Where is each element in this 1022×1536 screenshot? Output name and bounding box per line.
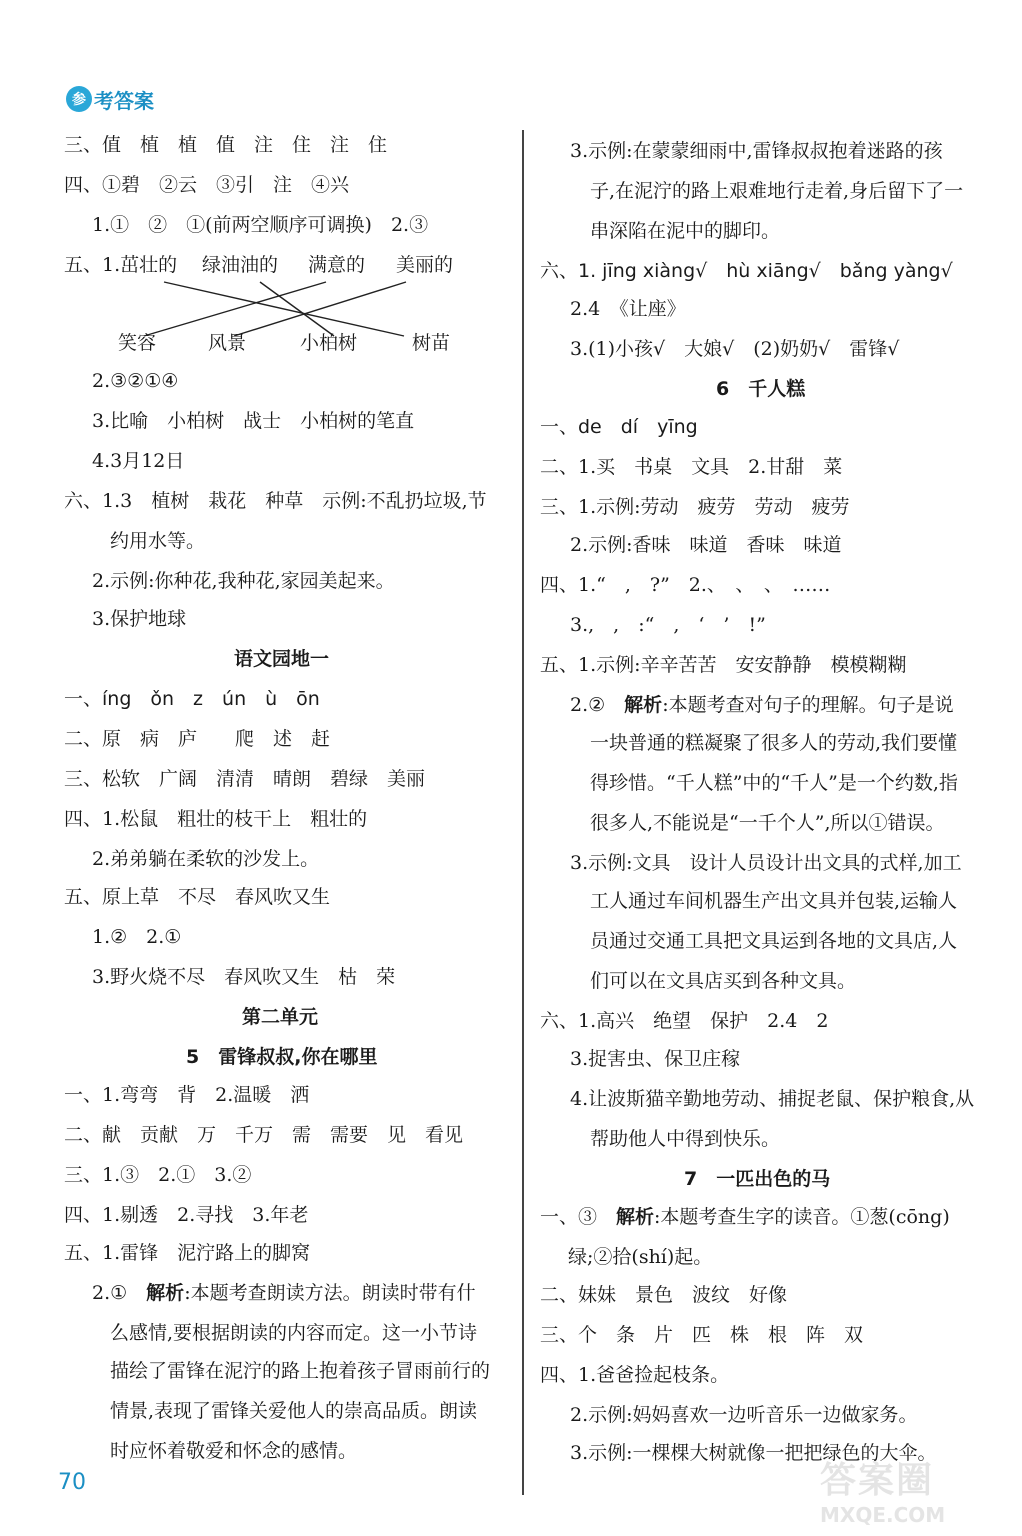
answer-line: 一块普通的糕凝聚了很多人的劳动,我们要懂 [590, 732, 958, 754]
answer-line: 四、1.剔透 2.寻找 3.年老 [64, 1204, 309, 1226]
watermark-url: MXQE.COM [820, 1503, 946, 1527]
answer-line: 一、de dí yīng [540, 416, 698, 438]
answer-line: 3.(1)小孩√ 大娘√ (2)奶奶√ 雷锋√ [570, 338, 900, 360]
page-number: 70 [58, 1470, 86, 1495]
section-title: 6 千人糕 [716, 378, 806, 400]
match-word: 五、1.茁壮的 [64, 254, 178, 276]
answer-line: 二、1.买 书桌 文具 2.甘甜 菜 [540, 456, 843, 478]
answer-line: 四、1.爸爸捡起枝条。 [540, 1364, 730, 1386]
answer-line [92, 1278, 476, 1308]
answer-line: 二、献 贡献 万 千万 需 需要 见 看见 [64, 1124, 464, 1146]
answer-number: 2.① [92, 1282, 147, 1304]
answer-line: 约用水等。 [110, 530, 206, 552]
match-word: 风景 [208, 332, 247, 354]
answer-line: 六、1.高兴 绝望 保护 2.4 2 [540, 1010, 829, 1032]
section-title: 第二单元 [242, 1006, 319, 1028]
match-word: 绿油油的 [202, 254, 279, 276]
answer-line [540, 1202, 950, 1232]
answer-line: 一、1.弯弯 背 2.温暖 洒 [64, 1084, 310, 1106]
answer-line: 3.野火烧不尽 春风吹又生 枯 荣 [92, 966, 396, 988]
answer-line [570, 690, 954, 720]
answer-line: 2.示例:香味 味道 香味 味道 [570, 534, 842, 556]
analysis-label: 解析 [146, 1282, 185, 1304]
answer-line: 二、妹妹 景色 波纹 好像 [540, 1284, 788, 1306]
section-title: 语文园地一 [234, 648, 330, 670]
answer-line: 二、原 病 庐 爬 述 赶 [64, 728, 331, 750]
answer-line: 3.示例:一棵棵大树就像一把把绿色的大伞。 [570, 1442, 937, 1464]
site-watermark [820, 1452, 1000, 1532]
answer-line: 绿;②拾(shí)起。 [568, 1246, 713, 1268]
analysis-text: :本题考查对句子的理解。句子是说 [662, 694, 954, 716]
answer-line: 么感情,要根据朗读的内容而定。这一小节诗 [110, 1322, 478, 1344]
answer-line: 1.① ② ①(前两空顺序可调换) 2.③ [92, 214, 429, 236]
header-title: 考答案 [94, 88, 154, 113]
answer-line: 2.示例:你种花,我种花,家园美起来。 [92, 570, 395, 592]
answer-line: 情景,表现了雷锋关爱他人的崇高品质。朗读 [110, 1400, 478, 1422]
matching-top-row [64, 250, 504, 280]
match-word: 笑容 [118, 332, 157, 354]
analysis-text: :本题考查生字的读音。①葱(cōng) [654, 1206, 950, 1228]
section-title: 7 一匹出色的马 [684, 1168, 831, 1190]
answer-line: 四、1.松鼠 粗壮的枝干上 粗壮的 [64, 808, 368, 830]
answer-line: 很多人,不能说是“一千个人”,所以①错误。 [590, 812, 945, 834]
match-word: 满意的 [308, 254, 366, 276]
answer-line: 串深陷在泥中的脚印。 [590, 220, 781, 242]
answer-line: 工人通过车间机器生产出文具并包装,运输人 [590, 890, 958, 912]
analysis-label: 解析 [616, 1206, 655, 1228]
answer-number: 一、③ [540, 1206, 617, 1228]
answer-line: 们可以在文具店买到各种文具。 [590, 970, 857, 992]
answer-line: 一、íng ǒn z ún ù ōn [64, 688, 320, 710]
answer-line: 三、1.示例:劳动 疲劳 劳动 疲劳 [540, 496, 850, 518]
answer-number: 2.② [570, 694, 625, 716]
answer-line: 描绘了雷锋在泥泞的路上抱着孩子冒雨前行的 [110, 1360, 491, 1382]
answer-line: 五、1.雷锋 泥泞路上的脚窝 [64, 1242, 311, 1264]
answer-line: 4.3月12日 [92, 450, 185, 472]
answer-line: 3.捉害虫、保卫庄稼 [570, 1048, 741, 1070]
answer-line: 3.比喻 小柏树 战士 小柏树的笔直 [92, 410, 415, 432]
answer-line: 时应怀着敬爱和怀念的感情。 [110, 1440, 358, 1462]
section-title: 5 雷锋叔叔,你在哪里 [186, 1046, 378, 1068]
answer-line: 1.② 2.① [92, 926, 182, 948]
answer-line: 六、1. jīng xiàng√ hù xiāng√ bǎng yàng√ [540, 260, 953, 282]
answer-line: 3.示例:在蒙蒙细雨中,雷锋叔叔抱着迷路的孩 [570, 140, 943, 162]
answer-line: 3.保护地球 [92, 608, 187, 630]
answer-line: 六、1.3 植树 栽花 种草 示例:不乱扔垃圾,节 [64, 490, 487, 512]
matching-bottom-row [64, 328, 504, 358]
match-word: 树苗 [412, 332, 451, 354]
answer-line: 三、个 条 片 匹 株 根 阵 双 [540, 1324, 864, 1346]
analysis-text: :本题考查朗读方法。朗读时带有什 [184, 1282, 476, 1304]
header-badge: 参 [66, 86, 92, 112]
match-word: 小柏树 [300, 332, 358, 354]
answer-line: 2.③②①④ [92, 370, 179, 392]
answer-line: 3.示例:文具 设计人员设计出文具的式样,加工 [570, 852, 962, 874]
reference-answer-header [66, 84, 154, 114]
column-divider [522, 130, 524, 1495]
match-word: 美丽的 [396, 254, 454, 276]
answer-line: 帮助他人中得到快乐。 [590, 1128, 781, 1150]
answer-line: 得珍惜。“千人糕”中的“千人”是一个约数,指 [590, 772, 958, 794]
answer-line: 五、原上草 不尽 春风吹又生 [64, 886, 331, 908]
answer-line: 员通过交通工具把文具运到各地的文具店,人 [590, 930, 958, 952]
answer-line: 2.4 《让座》 [570, 298, 686, 320]
answer-line: 4.让波斯猫辛勤地劳动、捕捉老鼠、保护粮食,从 [570, 1088, 975, 1110]
watermark-logo-text: 答案圈 [820, 1460, 935, 1501]
answer-line: 三、松软 广阔 清清 晴朗 碧绿 美丽 [64, 768, 426, 790]
answer-line: 三、值 植 植 值 注 住 注 住 [64, 134, 388, 156]
answer-line: 3., , :“ , ‘ ’ !” [570, 614, 766, 636]
answer-line: 五、1.示例:辛辛苦苦 安安静静 模模糊糊 [540, 654, 907, 676]
analysis-label: 解析 [624, 694, 663, 716]
answer-line: 四、1.“ , ?” 2.、 、 、 …… [540, 574, 831, 596]
answer-line: 2.弟弟躺在柔软的沙发上。 [92, 848, 320, 870]
answer-line: 三、1.③ 2.① 3.② [64, 1164, 252, 1186]
answer-line: 四、①碧 ②云 ③引 注 ④兴 [64, 174, 350, 196]
answer-line: 子,在泥泞的路上艰难地行走着,身后留下了一 [590, 180, 964, 202]
answer-line: 2.示例:妈妈喜欢一边听音乐一边做家务。 [570, 1404, 918, 1426]
